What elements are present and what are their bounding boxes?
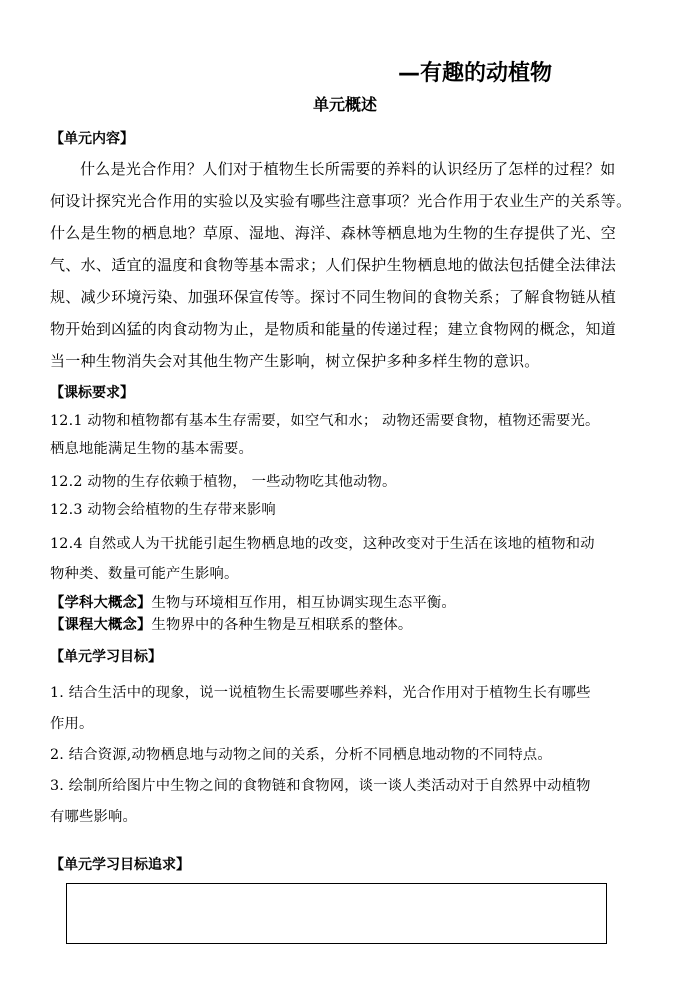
unit-content-line: 当一种生物消失会对其他生物产生影响，树立保护多种多样生物的意识。 xyxy=(50,352,540,370)
learning-goal-line: 1. 结合生活中的现象，说一说植物生长需要哪些养料，光合作用对于植物生长有哪些 xyxy=(50,685,591,701)
learning-goal-line: 3. 绘制所给图片中生物之间的食物链和食物网，谈一谈人类活动对于自然界中动植物 xyxy=(50,778,591,794)
unit-content-line: 规、减少环境污染、加强环保宣传等。探讨不同生物间的食物关系；了解食物链从植 xyxy=(50,288,617,306)
curriculum-line: 物种类、数量可能产生影响。 xyxy=(50,566,239,582)
unit-content-line: 何设计探究光合作用的实验以及实验有哪些注意事项？光合作用于农业生产的关系等。 xyxy=(50,192,632,210)
curriculum-line: 12.2 动物的生存依赖于植物， 一些动物吃其他动物。 xyxy=(50,474,397,490)
curriculum-line: 12.3 动物会给植物的生存带来影响 xyxy=(50,502,276,518)
subject-big-concept xyxy=(50,592,456,612)
course-big-concept xyxy=(50,614,412,634)
unit-content-line: 什么是生物的栖息地？草原、湿地、海洋、森林等栖息地为生物的生存提供了光、空 xyxy=(50,224,617,242)
section-subtitle: 单元概述 xyxy=(313,95,378,114)
curriculum-line: 12.1 动物和植物都有基本生存需要，如空气和水； 动物还需要食物，植物还需要光。 xyxy=(50,413,600,429)
course-big-concept-text: 生物界中的各种生物是互相联系的整体。 xyxy=(151,617,413,633)
unit-content-line: 气、水、适宜的温度和食物等基本需求；人们保护生物栖息地的做法包括健全法律法 xyxy=(50,256,617,274)
document-title: —有趣的动植物 xyxy=(398,61,553,86)
learning-goals-heading: 【单元学习目标】 xyxy=(50,649,162,665)
learning-goal-line: 2. 结合资源,动物栖息地与动物之间的关系，分析不同栖息地动物的不同特点。 xyxy=(50,747,552,763)
unit-content-line: 什么是光合作用？人们对于植物生长所需要的养料的认识经历了怎样的过程？如 xyxy=(80,160,616,178)
learning-goal-line: 作用。 xyxy=(50,716,94,732)
curriculum-heading: 【课标要求】 xyxy=(50,385,134,401)
subject-big-concept-text: 生物与环境相互作用，相互协调实现生态平衡。 xyxy=(151,595,456,611)
curriculum-line: 12.4 自然或人为干扰能引起生物栖息地的改变，这种改变对于生活在该地的植物和动 xyxy=(50,536,595,552)
course-big-concept-tag: 【课程大概念】 xyxy=(50,617,152,633)
goal-pursuit-answer-box[interactable] xyxy=(66,883,607,944)
unit-content-heading: 【单元内容】 xyxy=(50,131,134,147)
subject-big-concept-tag: 【学科大概念】 xyxy=(50,595,152,611)
goal-pursuit-heading: 【单元学习目标追求】 xyxy=(50,857,190,873)
curriculum-line: 栖息地能满足生物的基本需要。 xyxy=(50,441,253,457)
learning-goal-line: 有哪些影响。 xyxy=(50,809,137,825)
unit-content-line: 物开始到凶猛的肉食动物为止，是物质和能量的传递过程；建立食物网的概念，知道 xyxy=(50,320,617,338)
